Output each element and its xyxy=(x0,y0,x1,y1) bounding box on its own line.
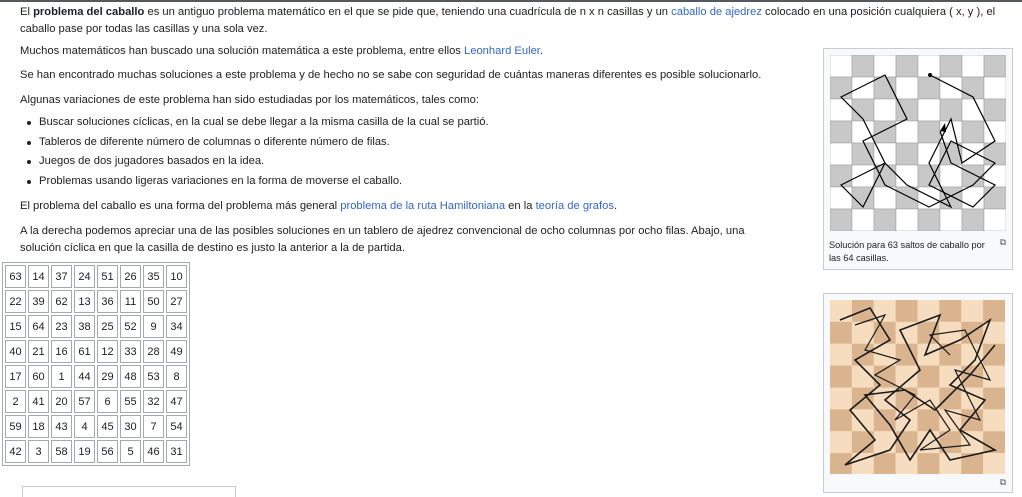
board-square xyxy=(896,453,918,474)
paragraph-text: Se han encontrado muchas soluciones a este problema y de hecho no se sabe con seguridad de cuántas maneras diferentes es posible solucionarlo. xyxy=(20,69,762,81)
board-square xyxy=(874,431,896,453)
link-caballo-de-ajedrez[interactable]: caballo de ajedrez xyxy=(671,6,762,18)
table-row xyxy=(5,290,187,313)
variations-paragraph xyxy=(20,92,800,109)
board-square xyxy=(874,99,896,121)
table-cell: 49 xyxy=(166,340,187,363)
table-cell: 43 xyxy=(51,415,72,438)
board-square xyxy=(852,121,874,143)
table-cell: 21 xyxy=(28,340,49,363)
table-cell: 2 xyxy=(5,390,26,413)
table-cell: 53 xyxy=(143,365,164,388)
intro-paragraph xyxy=(20,4,1010,38)
table-cell: 52 xyxy=(120,315,141,338)
next-section-box xyxy=(22,486,236,497)
table-cell: 16 xyxy=(51,340,72,363)
table-cell: 27 xyxy=(166,290,187,313)
table-cell: 26 xyxy=(120,265,141,288)
board-square xyxy=(962,165,984,187)
board-square xyxy=(984,77,1006,99)
board-square xyxy=(830,388,852,410)
paragraph-text: A la derecha podemos apreciar una de las posibles soluciones en un tablero de ajedrez convencional de ocho columnas por ocho filas. Abajo, una solución cíclica en que la casilla de destino es justo la anterior a la de partida. xyxy=(20,225,745,254)
table-cell: 28 xyxy=(143,340,164,363)
knight-tour-table xyxy=(2,262,190,466)
board-square xyxy=(852,165,874,187)
intro-text: El xyxy=(20,6,34,18)
table-cell: 15 xyxy=(5,315,26,338)
table-cell: 11 xyxy=(120,290,141,313)
table-cell: 50 xyxy=(143,290,164,313)
table-row xyxy=(5,415,187,438)
board-square xyxy=(962,55,984,77)
board-square xyxy=(852,209,874,231)
paragraph-text: . xyxy=(539,45,544,57)
table-cell: 41 xyxy=(28,390,49,413)
table-row xyxy=(5,340,187,363)
table-cell: 37 xyxy=(51,265,72,288)
link-ruta-hamiltoniana[interactable]: problema de la ruta Hamiltoniana xyxy=(340,200,506,212)
board-square xyxy=(830,55,852,77)
board-square xyxy=(962,77,984,99)
figure-knight-tour-diagram xyxy=(823,48,1013,270)
board-square xyxy=(918,453,940,474)
table-cell: 63 xyxy=(5,265,26,288)
table-cell: 48 xyxy=(120,365,141,388)
table-cell: 64 xyxy=(28,315,49,338)
table-cell: 62 xyxy=(51,290,72,313)
board-square xyxy=(962,187,984,209)
link-teoria-de-grafos[interactable]: teoría de grafos xyxy=(535,200,614,212)
board-square xyxy=(940,209,962,231)
board-square xyxy=(961,300,983,322)
table-cell: 5 xyxy=(120,440,141,463)
table-cell: 7 xyxy=(143,415,164,438)
board-square xyxy=(962,143,984,165)
board-square xyxy=(874,209,896,231)
table-cell: 20 xyxy=(51,390,72,413)
expand-icon[interactable]: ⧉ xyxy=(999,477,1006,487)
list-item: Buscar soluciones cíclicas, en la cual se debe llegar a la misma casilla de la cual se partió. xyxy=(39,113,800,133)
board-square xyxy=(984,209,1006,231)
board-square xyxy=(918,121,940,143)
list-item: Juegos de dos jugadores basados en la idea. xyxy=(39,152,800,172)
board-square xyxy=(983,366,1005,388)
board-square xyxy=(940,55,962,77)
table-row xyxy=(5,265,187,288)
board-square xyxy=(918,209,940,231)
board-square xyxy=(939,388,961,410)
board-square xyxy=(830,300,852,322)
board-square xyxy=(983,300,1005,322)
board-square xyxy=(874,77,896,99)
board-square xyxy=(830,165,852,187)
top-border xyxy=(0,0,1022,2)
table-cell: 46 xyxy=(143,440,164,463)
board-square xyxy=(983,388,1005,410)
table-cell: 58 xyxy=(51,440,72,463)
board-square xyxy=(984,55,1006,77)
table-cell: 23 xyxy=(51,315,72,338)
board-square xyxy=(830,366,852,388)
paragraph-text: en la xyxy=(505,200,536,212)
expand-icon[interactable]: ⧉ xyxy=(999,237,1006,247)
board-square xyxy=(830,121,852,143)
board-square xyxy=(852,143,874,165)
knight-tour-board-image[interactable] xyxy=(830,55,1006,231)
table-cell: 40 xyxy=(5,340,26,363)
board-square xyxy=(939,453,961,474)
table-cell: 8 xyxy=(166,365,187,388)
table-row xyxy=(5,390,187,413)
table-row xyxy=(5,440,187,463)
board-square xyxy=(896,121,918,143)
board-square xyxy=(983,453,1005,474)
table-cell: 19 xyxy=(74,440,95,463)
board-square xyxy=(918,77,940,99)
board-square xyxy=(830,143,852,165)
board-square xyxy=(896,366,918,388)
board-square xyxy=(918,99,940,121)
link-leonhard-euler[interactable]: Leonhard Euler xyxy=(464,45,540,57)
board-square xyxy=(830,99,852,121)
board-square xyxy=(962,121,984,143)
table-cell: 47 xyxy=(166,390,187,413)
table-cell: 29 xyxy=(97,365,118,388)
table-cell: 24 xyxy=(74,265,95,288)
board-square xyxy=(830,77,852,99)
hamilton-paragraph xyxy=(20,198,800,215)
table-cell: 30 xyxy=(120,415,141,438)
board-square xyxy=(830,344,852,366)
board-square xyxy=(830,187,852,209)
board-square xyxy=(874,55,896,77)
figure-caption: Solución para 63 saltos de caballo por las 64 casillas. xyxy=(829,240,985,263)
board-square xyxy=(984,165,1006,187)
board-square xyxy=(940,165,962,187)
table-cell: 10 xyxy=(166,265,187,288)
board-square xyxy=(852,55,874,77)
board-square xyxy=(962,209,984,231)
board-square xyxy=(896,344,918,366)
board-square xyxy=(830,322,852,344)
board-square xyxy=(940,77,962,99)
board-square xyxy=(874,453,896,474)
board-square xyxy=(918,409,940,431)
table-cell: 45 xyxy=(97,415,118,438)
table-cell: 61 xyxy=(74,340,95,363)
table-cell: 59 xyxy=(5,415,26,438)
board-square xyxy=(896,300,918,322)
table-row xyxy=(5,365,187,388)
board-square xyxy=(983,409,1005,431)
intro-text: colocado en una posición cualquiera ( x, y ), el caballo pase por todas las casillas y una sola vez. xyxy=(20,6,996,35)
table-cell: 35 xyxy=(143,265,164,288)
board-square xyxy=(830,409,852,431)
table-cell: 3 xyxy=(28,440,49,463)
board-square xyxy=(874,187,896,209)
table-cell: 18 xyxy=(28,415,49,438)
board-square xyxy=(830,431,852,453)
table-cell: 1 xyxy=(51,365,72,388)
board-square xyxy=(896,409,918,431)
board-square xyxy=(984,99,1006,121)
table-cell: 44 xyxy=(74,365,95,388)
board-square xyxy=(984,187,1006,209)
board-square xyxy=(918,187,940,209)
board-square xyxy=(918,366,940,388)
table-cell: 4 xyxy=(74,415,95,438)
table-cell: 39 xyxy=(28,290,49,313)
board-square xyxy=(896,209,918,231)
table-cell: 38 xyxy=(74,315,95,338)
board-square xyxy=(896,77,918,99)
paragraph-text: Algunas variaciones de este problema han sido estudiadas por los matemáticos, tales como: xyxy=(20,94,479,106)
paragraph-text: . xyxy=(613,200,618,212)
paragraph-text: El problema del caballo es una forma del problema más general xyxy=(20,200,341,212)
table-cell: 57 xyxy=(74,390,95,413)
intro-text: es un antiguo problema matemático en el que se pide que, teniendo una cuadrícula de n x n casillas y un xyxy=(144,6,672,18)
board-square xyxy=(852,409,874,431)
article-subject: problema del caballo xyxy=(33,6,145,18)
table-cell: 36 xyxy=(97,290,118,313)
table-cell: 31 xyxy=(166,440,187,463)
table-cell: 55 xyxy=(120,390,141,413)
solutions-paragraph xyxy=(20,67,800,84)
table-cell: 56 xyxy=(97,440,118,463)
table-cell: 54 xyxy=(166,415,187,438)
board-square xyxy=(962,99,984,121)
board-square xyxy=(852,99,874,121)
antique-knight-tour-image[interactable] xyxy=(830,300,1005,474)
board-square xyxy=(939,300,961,322)
board-square xyxy=(896,143,918,165)
list-item: Problemas usando ligeras variaciones en la forma de moverse el caballo. xyxy=(39,172,800,192)
table-cell: 60 xyxy=(28,365,49,388)
board-square xyxy=(874,121,896,143)
board-square xyxy=(896,187,918,209)
table-cell: 32 xyxy=(143,390,164,413)
table-row xyxy=(5,315,187,338)
paragraph-text: Muchos matemáticos han buscado una solución matemática a este problema, entre ellos xyxy=(20,45,465,57)
list-item: Tableros de diferente número de columnas o diferente número de filas. xyxy=(39,133,800,153)
table-cell: 33 xyxy=(120,340,141,363)
table-cell: 12 xyxy=(97,340,118,363)
right-description-paragraph xyxy=(20,223,780,257)
table-cell: 42 xyxy=(5,440,26,463)
table-cell: 51 xyxy=(97,265,118,288)
table-cell: 6 xyxy=(97,390,118,413)
path-start-dot xyxy=(928,73,932,77)
table-cell: 9 xyxy=(143,315,164,338)
board-square xyxy=(983,322,1005,344)
board-square xyxy=(896,165,918,187)
table-cell: 22 xyxy=(5,290,26,313)
board-square xyxy=(852,77,874,99)
variations-list xyxy=(20,113,800,191)
table-cell: 34 xyxy=(166,315,187,338)
table-cell: 13 xyxy=(74,290,95,313)
board-square xyxy=(896,55,918,77)
board-square xyxy=(830,209,852,231)
math-paragraph xyxy=(20,43,800,60)
figure-antique-knight-tour xyxy=(823,293,1013,493)
table-cell: 14 xyxy=(28,265,49,288)
table-cell: 17 xyxy=(5,365,26,388)
table-cell: 25 xyxy=(97,315,118,338)
